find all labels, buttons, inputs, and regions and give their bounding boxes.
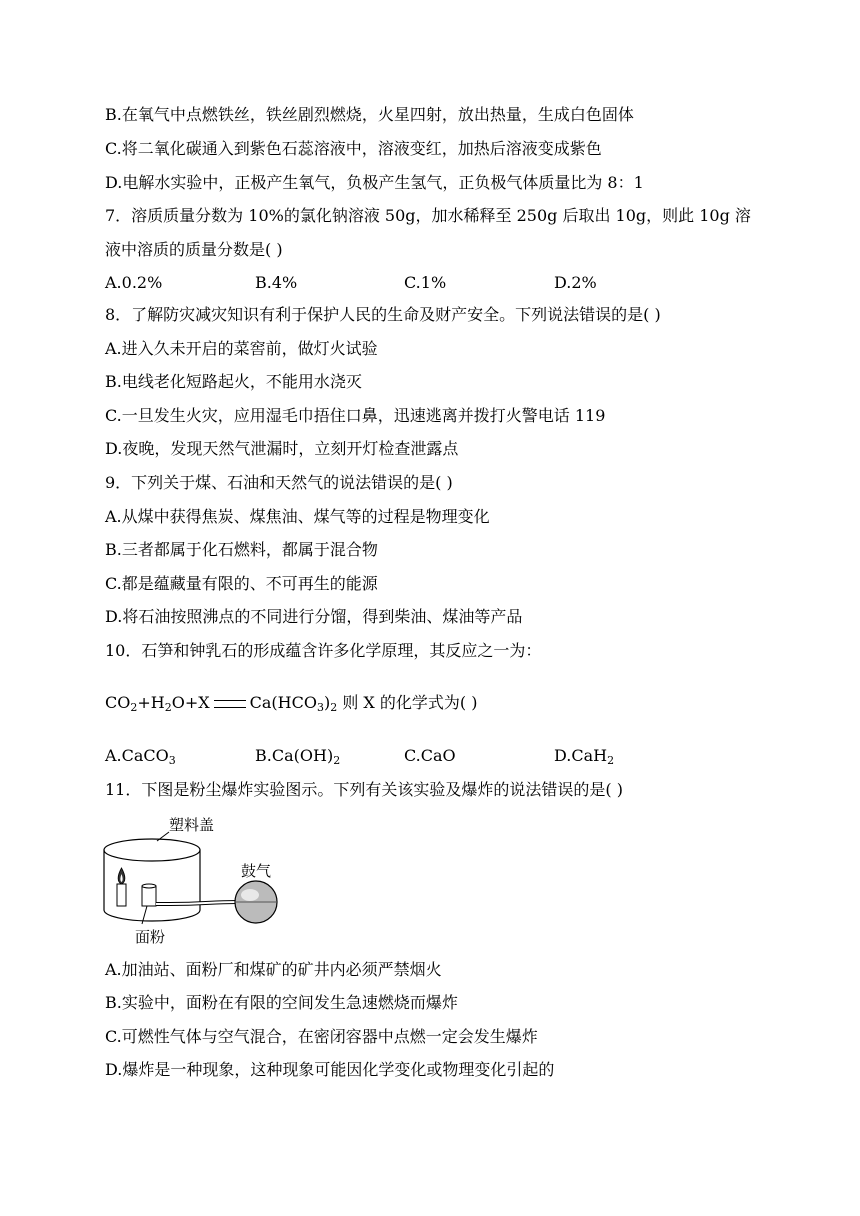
question-7-stem-line1: 7．溶质质量分数为 10%的氯化钠溶液 50g，加水稀释至 250g 后取出 10g，则此 10g 溶	[105, 206, 751, 225]
question-8-option-d: D.夜晚，发现天然气泄漏时，立刻开灯检查泄露点	[105, 439, 459, 458]
question-9-option-c: C.都是蕴藏量有限的、不可再生的能源	[105, 574, 378, 593]
question-10-option-c: C.CaO	[404, 746, 456, 765]
question-9-option-d: D.将石油按照沸点的不同进行分馏，得到柴油、煤油等产品	[105, 607, 523, 626]
question-10-equation: $CO_2+H_2O+X$ $Ca(HCO_3)_2$ 则 X 的化学式为( )	[105, 693, 478, 714]
question-8-option-b: B.电线老化短路起火，不能用水浇灭	[105, 372, 362, 391]
question-11-option-c: C.可燃性气体与空气混合，在密闭容器中点燃一定会发生爆炸	[105, 1027, 538, 1046]
question-7-option-d: D.2%	[554, 273, 597, 292]
question-10-option-a: A.CaCO$_3$	[105, 746, 176, 767]
question-9-option-a: A.从煤中获得焦炭、煤焦油、煤气等的过程是物理变化	[105, 507, 490, 526]
can-lid-ellipse	[104, 839, 200, 861]
question-7-option-a: A.0.2%	[105, 273, 163, 292]
question-8-option-c: C.一旦发生火灾，应用湿毛巾捂住口鼻，迅速逃离并拨打火警电话 119	[105, 406, 606, 425]
question-7-stem-line2: 液中溶质的质量分数是( )	[105, 240, 283, 259]
question-8-option-a: A.进入久未开启的菜窖前，做灯火试验	[105, 339, 378, 358]
question-10-option-b: $B.Ca(OH)_2$	[255, 746, 341, 767]
question-8-stem: 8．了解防灾减灾知识有利于保护人民的生命及财产安全。下列说法错误的是( )	[105, 305, 661, 324]
flour-cup-top	[142, 884, 156, 888]
question-9-stem: 9．下列关于煤、石油和天然气的说法错误的是( )	[105, 473, 453, 492]
candle	[117, 884, 126, 906]
question-6-option-c: C.将二氧化碳通入到紫色石蕊溶液中，溶液变红，加热后溶液变成紫色	[105, 139, 602, 158]
question-11-option-a: A.加油站、面粉厂和煤矿的矿井内必须严禁烟火	[105, 960, 442, 979]
air-bulb-highlight	[241, 889, 259, 901]
question-6-option-d: D.电解水实验中，正极产生氧气，负极产生氢气，正负极气体质量比为 8：1	[105, 173, 644, 192]
flour-label: 面粉	[135, 928, 166, 946]
question-11-option-d: D.爆炸是一种现象，这种现象可能因化学变化或物理变化引起的	[105, 1060, 555, 1079]
question-10-option-d: D.CaH$_2$	[554, 746, 615, 767]
question-9-option-b: B.三者都属于化石燃料，都属于混合物	[105, 540, 378, 559]
question-7-option-b: B.4%	[255, 273, 298, 292]
can-bottom	[104, 910, 200, 921]
equals-sign	[214, 700, 246, 708]
flour-cup	[142, 886, 156, 906]
question-11-stem: 11．下图是粉尘爆炸实验图示。下列有关该实验及爆炸的说法错误的是( )	[105, 780, 623, 799]
lid-label: 塑料盖	[169, 816, 215, 834]
dust-explosion-figure	[95, 806, 295, 956]
question-10-stem: 10．石笋和钟乳石的形成蕴含许多化学原理，其反应之一为：	[105, 641, 542, 660]
question-11-option-b: B.实验中，面粉在有限的空间发生急速燃烧而爆炸	[105, 993, 458, 1012]
air-label: 鼓气	[241, 862, 272, 880]
question-7-option-c: C.1%	[404, 273, 447, 292]
question-6-option-b: B.在氧气中点燃铁丝，铁丝剧烈燃烧，火星四射，放出热量，生成白色固体	[105, 105, 634, 124]
